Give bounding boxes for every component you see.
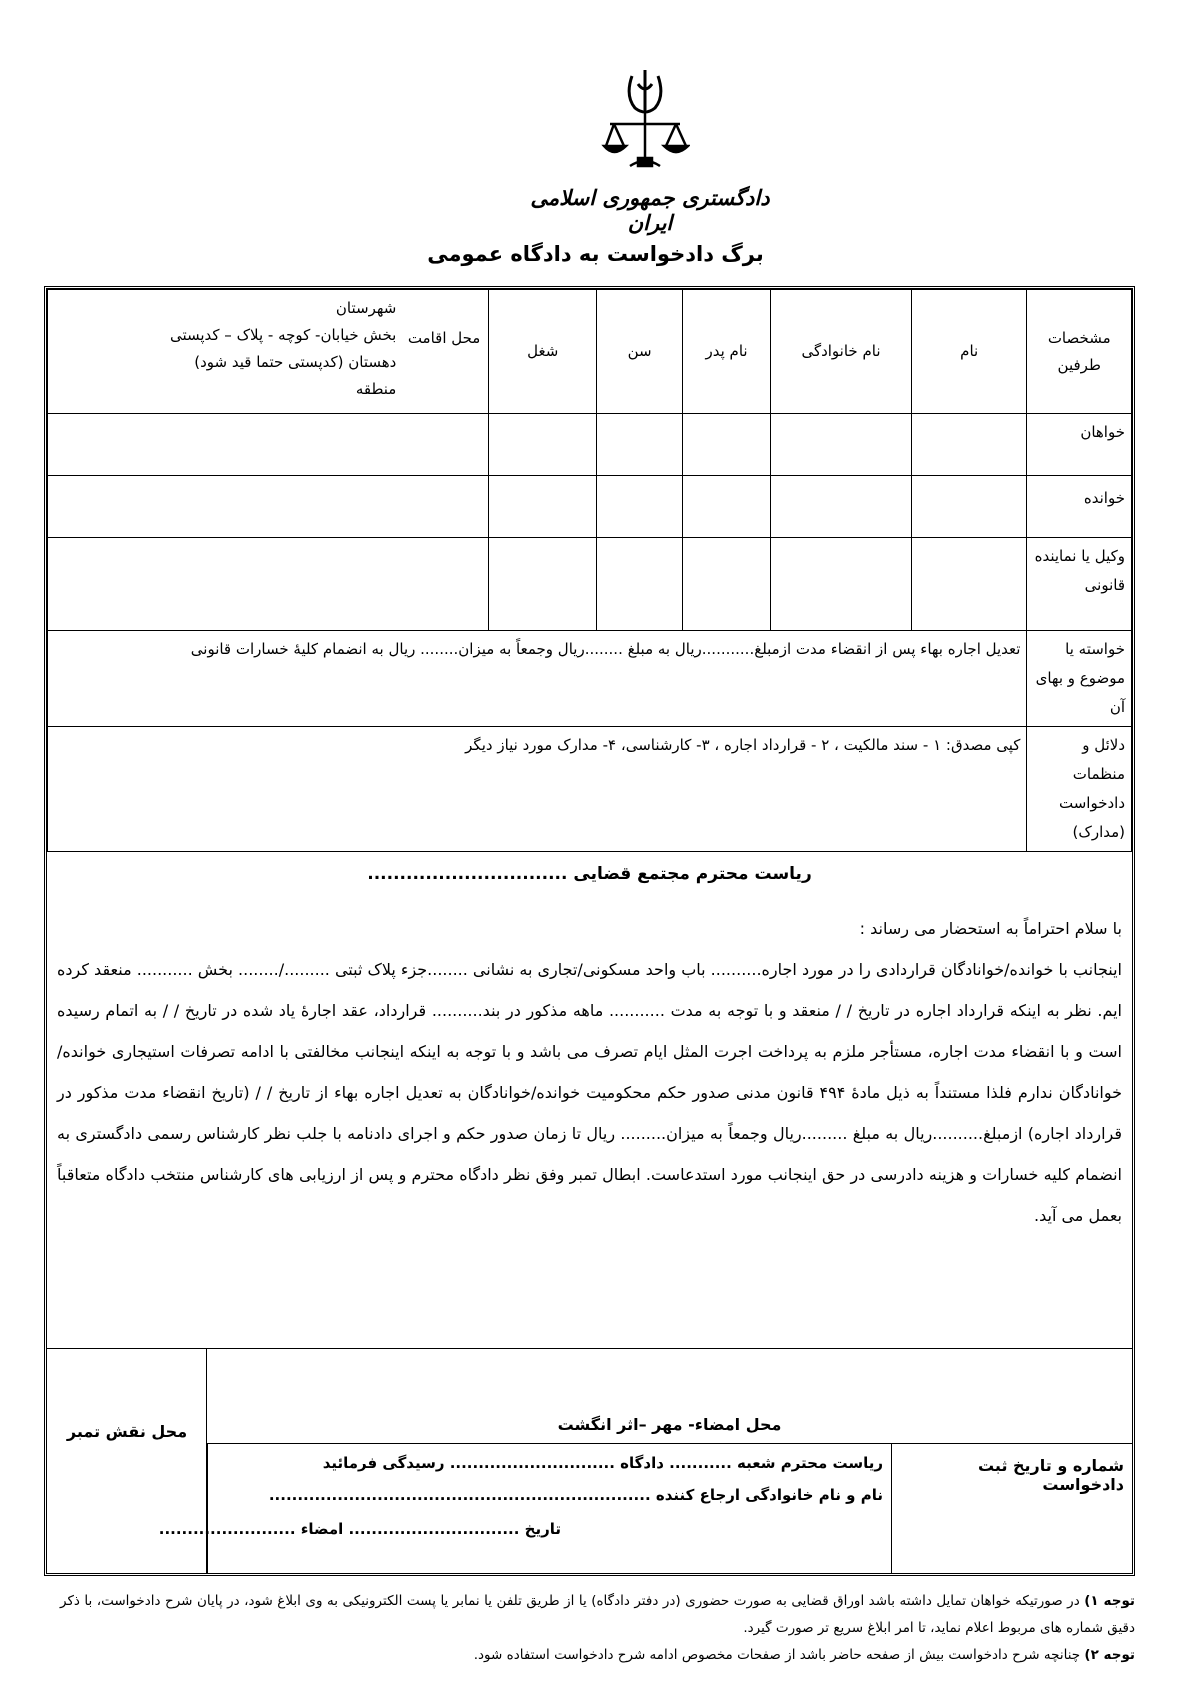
- petition-form: [44, 286, 1135, 1576]
- plaintiff-job-field[interactable]: [489, 414, 597, 476]
- attorney-name-field[interactable]: [911, 538, 1027, 631]
- defendant-address-field[interactable]: [48, 476, 489, 538]
- row-attorney: وکیل یا نماینده قانونی: [1027, 538, 1132, 631]
- col-name: نام: [911, 290, 1027, 414]
- col-specs: مشخصات طرفین: [1027, 290, 1132, 414]
- plaintiff-father-field[interactable]: [683, 414, 771, 476]
- judiciary-emblem-icon: [600, 66, 690, 176]
- evidence-label: دلائل و منظمات دادخواست (مدارک): [1027, 727, 1132, 852]
- referral-box[interactable]: [158, 1443, 892, 1573]
- note-1-text: در صورتیکه خواهان تمایل داشته باشد اوراق قضایی به صورت حضوری (در دفتر دادگاه) یا از طریق تلفن یا نمابر یا پست الکترونیکی به وی ابلاغ شود، در پایان شرح دادخواست، با ذکر دقیق شماره های مربوط اعلام نماید، تا امر ابلاغ سریع تر صورت گیرد.: [60, 1593, 1135, 1636]
- attorney-family-field[interactable]: [771, 538, 912, 631]
- signature-label: محل امضاء- مهر –اثر انگشت: [557, 1415, 782, 1434]
- plaintiff-family-field[interactable]: [771, 414, 912, 476]
- plaintiff-name-field[interactable]: [911, 414, 1027, 476]
- defendant-job-field[interactable]: [489, 476, 597, 538]
- defendant-family-field[interactable]: [771, 476, 912, 538]
- letter-body: [57, 908, 1122, 1236]
- bottom-section: [47, 1348, 1132, 1573]
- note-2-label: توجه ۲): [1084, 1647, 1135, 1663]
- note-1: [60, 1588, 1135, 1642]
- letter-greeting: با سلام احتراماً به استحضار می رساند :: [859, 919, 1122, 938]
- judiciary-name: دادگستری جمهوری اسلامی ایران: [530, 185, 770, 235]
- referral-line2: نام و نام خانوادگی ارجاع کننده ...................................................................: [268, 1486, 883, 1504]
- claim-text: تعدیل اجاره بهاء پس از انقضاء مدت ازمبلغ...........ریال به مبلغ ........ریال وجمعاً به میزان........ ریال به انضمام کلیهٔ خسارات قانونی: [48, 631, 1027, 727]
- registration-box[interactable]: [892, 1443, 1132, 1573]
- col-residence: [48, 290, 489, 414]
- signature-area[interactable]: [207, 1348, 1132, 1443]
- evidence-text: کپی مصدق: ۱ - سند مالکیت ، ۲ - قرارداد اجاره ، ۳- کارشناسی، ۴- مدارک مورد نیاز دیگر: [48, 727, 1027, 852]
- parties-table: [47, 289, 1132, 852]
- stamp-label: محل نقش تمبر: [66, 1422, 188, 1441]
- referral-line1: ریاست محترم شعبه ........... دادگاه ............................. رسیدگی فرمائید: [322, 1454, 883, 1472]
- col-father-name: نام پدر: [683, 290, 771, 414]
- attorney-father-field[interactable]: [683, 538, 771, 631]
- note-2: [60, 1642, 1135, 1669]
- col-job: شغل: [489, 290, 597, 414]
- residence-label: محل اقامت: [407, 329, 481, 347]
- letter-title: ریاست محترم مجتمع قضایی ...............................: [367, 864, 812, 884]
- row-defendant: خوانده: [1027, 476, 1132, 538]
- row-plaintiff: خواهان: [1027, 414, 1132, 476]
- attorney-job-field[interactable]: [489, 538, 597, 631]
- address-line4: منطقه: [355, 380, 397, 398]
- col-family-name: نام خانوادگی: [771, 290, 912, 414]
- plaintiff-age-field[interactable]: [597, 414, 683, 476]
- referral-line3: تاریخ .............................. امضاء ........................: [158, 1520, 561, 1538]
- note-2-text: چنانچه شرح دادخواست بیش از صفحه حاضر باشد از صفحات مخصوص ادامه شرح دادخواست استفاده شود.: [473, 1647, 1081, 1663]
- defendant-age-field[interactable]: [597, 476, 683, 538]
- form-title: برگ دادخواست به دادگاه عمومی: [427, 242, 764, 266]
- note-1-label: توجه ۱): [1084, 1593, 1135, 1609]
- letter-text: اینجانب با خوانده/خوانادگان قراردادی را در مورد اجاره.......... باب واحد مسکونی/تجاری به نشانی ........جزء پلاک ثبتی ........./........ بخش ........... منعقد کرده ایم. نظر به اینکه قرارداد اجاره در تاریخ / / منعقد و با توجه به مدت ........... ماهه مذکور در بند.......... قرارداد، عقد اجارهٔ یاد شده در تاریخ / / به اتمام رسیده است و با انقضاء مدت اجاره، مستأجر ملزم به پرداخت اجرت المثل ایام تصرف می باشد و با توجه به اینکه اینجانب مخالفتی با ادامه تصرفات استیجاری خوانده/خوانادگان ندارم فلذا مستنداً به ذیل مادهٔ ۴۹۴ قانون مدنی صدور حکم محکومیت خوانده/خوانادگان به تعدیل اجاره بهاء از تاریخ / / (تاریخ انقضاء مدت مذکور در قرارداد اجاره) ازمبلغ..........ریال به مبلغ .........ریال وجمعاً به میزان......... ریال تا زمان صدور حکم و اجرای دادنامه با جلب نظر کارشناس رسمی دادگستری به انضمام کلیه خسارات و هزینه دادرسی در حق اینجانب مورد استدعاست. ابطال تمبر وفق نظر دادگاه محترم و پس از ارزیابی های کارشناس منتخب دادگاه متعاقباً بعمل می آید.: [57, 960, 1123, 1225]
- address-line3: دهستان (کدپستی حتما قید شود): [194, 353, 397, 371]
- defendant-father-field[interactable]: [683, 476, 771, 538]
- claim-label: خواسته یا موضوع و بهای آن: [1027, 631, 1132, 727]
- col-age: سن: [597, 290, 683, 414]
- notes: [60, 1588, 1135, 1669]
- registration-label: شماره و تاریخ ثبت دادخواست: [977, 1456, 1124, 1494]
- header: [0, 60, 1191, 290]
- address-line1: شهرستان: [335, 299, 397, 317]
- attorney-age-field[interactable]: [597, 538, 683, 631]
- plaintiff-address-field[interactable]: [48, 414, 489, 476]
- stamp-box[interactable]: [47, 1348, 207, 1573]
- defendant-name-field[interactable]: [911, 476, 1027, 538]
- petition-letter: [47, 852, 1132, 1236]
- address-line2: بخش خیابان- کوچه - پلاک – کدپستی: [169, 326, 397, 344]
- attorney-address-field[interactable]: [48, 538, 489, 631]
